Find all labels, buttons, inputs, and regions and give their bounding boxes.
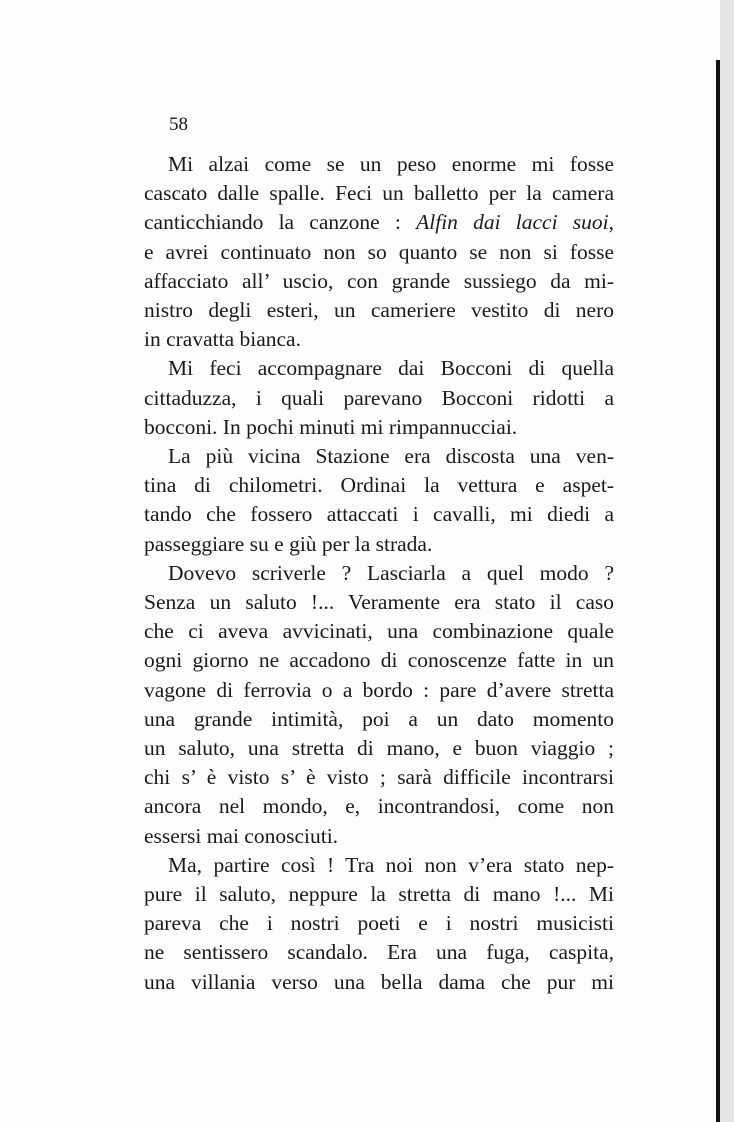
text-line: una grande intimità, poi a un dato momento bbox=[144, 706, 614, 731]
text-line: che ci aveva avvicinati, una combinazione quale bbox=[144, 619, 614, 644]
text-line: pareva che i nostri poeti e i nostri musicisti bbox=[144, 911, 614, 936]
text-line: un saluto, una stretta di mano, e buon viaggio ; bbox=[144, 736, 614, 761]
text-line: chi s’ è visto s’ è visto ; sarà difficile incontrarsi bbox=[144, 765, 614, 790]
text-line: ne sentissero scandalo. Era una fuga, caspita, bbox=[144, 940, 614, 965]
text-line: Senza un saluto !... Veramente era stato il caso bbox=[144, 590, 614, 615]
text-line: nistro degli esteri, un cameriere vestito di nero bbox=[144, 298, 614, 323]
paragraph-1 bbox=[144, 150, 614, 354]
text-line: cascato dalle spalle. Feci un balletto per la camera bbox=[144, 181, 614, 206]
text-line: Ma, partire così ! Tra noi non v’era stato nep- bbox=[168, 852, 614, 877]
text-line: La più vicina Stazione era discosta una ven- bbox=[168, 444, 614, 469]
paragraph-2 bbox=[144, 354, 614, 442]
page-number: 58 bbox=[169, 114, 188, 135]
body-text bbox=[144, 150, 614, 997]
text-line: tina di chilometri. Ordinai la vettura e aspet- bbox=[144, 473, 614, 498]
text-line: Dovevo scriverle ? Lasciarla a quel modo ? bbox=[168, 560, 614, 585]
text-line: ancora nel mondo, e, incontrandosi, come non bbox=[144, 794, 614, 819]
text-line: bocconi. In pochi minuti mi rimpannucciai. bbox=[144, 414, 518, 439]
paragraph-3 bbox=[144, 442, 614, 559]
text-line: una villania verso una bella dama che pur mi bbox=[144, 969, 614, 994]
text-line: in cravatta bianca. bbox=[144, 327, 301, 352]
italic-song-title: Alfin dai lacci suoi, bbox=[416, 210, 614, 235]
text-line: e avrei continuato non so quanto se non si fosse bbox=[144, 239, 614, 264]
text-line: vagone di ferrovia o a bordo : pare d’avere stretta bbox=[144, 677, 614, 702]
text-line: essersi mai conosciuti. bbox=[144, 823, 339, 848]
text-line: Mi feci accompagnare dai Bocconi di quella bbox=[168, 356, 614, 381]
paragraph-5 bbox=[144, 851, 614, 997]
text-line: affacciato all’ uscio, con grande sussiego da mi- bbox=[144, 268, 614, 293]
text-line: Mi alzai come se un peso enorme mi fosse bbox=[168, 152, 614, 176]
text-line: tando che fossero attaccati i cavalli, mi diedi a bbox=[144, 502, 614, 527]
text-line-start: canticchiando la canzone : bbox=[144, 210, 401, 235]
text-line: cittaduzza, i quali parevano Bocconi ridotti a bbox=[144, 385, 614, 410]
text-line: ogni giorno ne accadono di conoscenze fatte in un bbox=[144, 648, 614, 673]
text-line: pure il saluto, neppure la stretta di mano !... Mi bbox=[144, 882, 614, 907]
text-line: passeggiare su e giù per la strada. bbox=[144, 531, 433, 556]
paragraph-4 bbox=[144, 559, 614, 851]
page-edge-margin bbox=[720, 0, 734, 1122]
text-line-with-quote bbox=[144, 208, 614, 237]
